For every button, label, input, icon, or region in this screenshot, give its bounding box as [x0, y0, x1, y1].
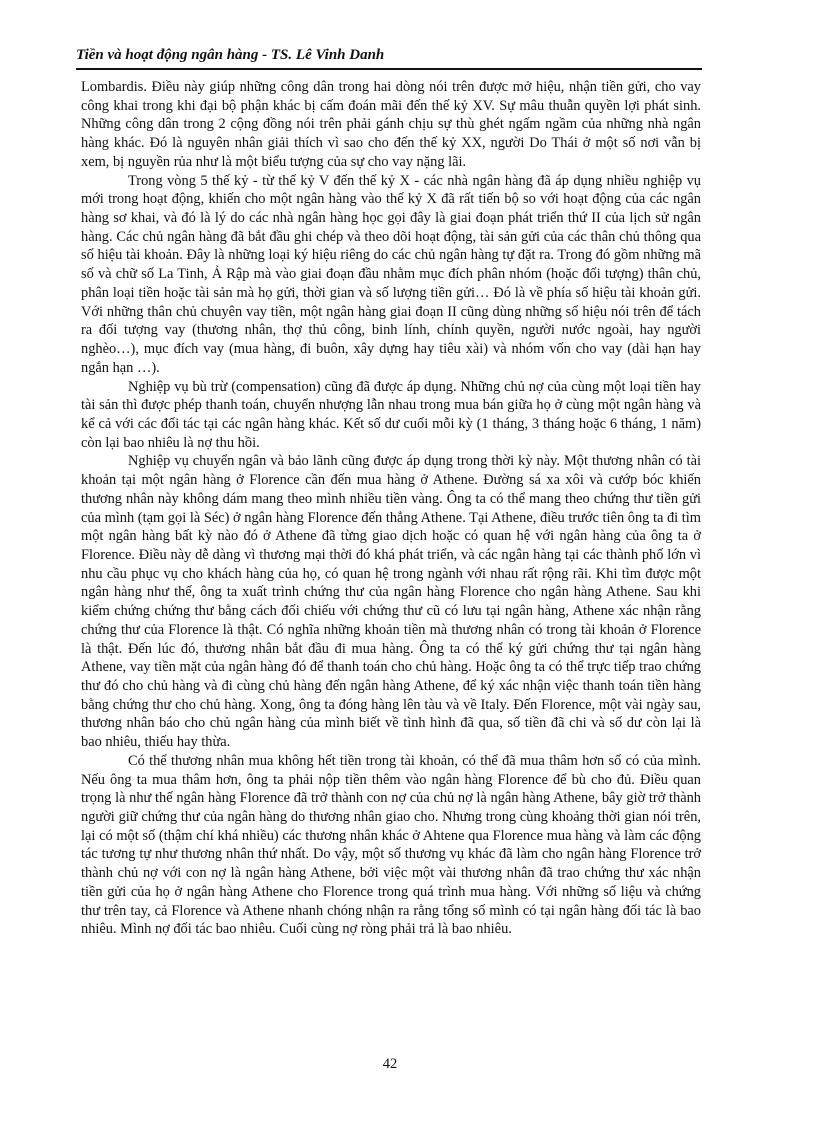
header-divider [76, 68, 702, 70]
page-number: 42 [382, 1056, 398, 1072]
body-text [81, 78, 701, 939]
running-header: Tiền và hoạt động ngân hàng - TS. Lê Vinh Danh [76, 47, 385, 63]
paragraph-2: Trong vòng 5 thế kỷ - từ thế kỷ V đến thế kỷ X - các nhà ngân hàng đã áp dụng nhiều nghiệp vụ mới trong hoạt động, khiến cho một ngân hàng vào thế kỷ X đã rất tiến bộ so với hoạt động của các ngân hàng sơ khai, và đó là lý do các nhà ngân hàng học gọi đây là giai đoạn phát triển thứ II của lịch sử ngân hàng. Các chủ ngân hàng đã bắt đầu ghi chép và theo dõi hoạt động, tài sản gửi của các thân chủ thông qua số hiệu tài khoản. Đây là những loại ký hiệu riêng do các chủ ngân hàng tự đặt ra. Trong đó gồm những mã số và chữ số La Tinh, Ả Rập mà vào giai đoạn đầu nhằm mục đích phân nhóm (hoặc đối tượng) thân chủ, phân loại tiền hoặc tài sản mà họ gửi, thời gian và số lượng tiền gửi… Đó là về phía số hiệu tài khoản gửi. Với những thân chủ chuyên vay tiền, một ngân hàng giai đoạn II cũng dùng những số hiệu nói trên để tách ra đối tượng vay (thương nhân, thợ thủ công, binh lính, chính quyền, người nước ngoài, hay người nghèo…), mục đích vay (mua hàng, đi buôn, xây dựng hay tiêu xài) và nhóm vốn cho vay (dài hạn hay ngắn hạn …). [81, 172, 701, 376]
paragraph-3: Nghiệp vụ bù trừ (compensation) cũng đã được áp dụng. Những chủ nợ của cùng một loại tiền hay tài sản thì được phép thanh toán, chuyển nhượng lẫn nhau trong mua bán giữa họ ở cùng một ngân hàng và kể cả với các đối tác tại các ngân hàng khác. Kết số dư cuối mỗi kỳ (1 tháng, 3 tháng hoặc 6 tháng, 1 năm) còn lại bao nhiêu là nợ thu hồi. [81, 378, 701, 451]
paragraph-4: Nghiệp vụ chuyển ngân và bảo lãnh cũng được áp dụng trong thời kỳ này. Một thương nhân có tài khoản tại một ngân hàng ở Florence cần đến mua hàng ở Athene. Đường sá xa xôi và cướp bóc khiến thương nhân này không dám mang theo mình nhiều tiền vàng. Ông ta có thể mang theo chứng thư tiền gửi của mình (tạm gọi là Séc) ở ngân hàng Florence đến thẳng Athene. Tại Athene, điều trước tiên ông ta đi tìm một ngân hàng bất kỳ nào đó ở Athene đã từng giao dịch hoặc có quan hệ với ngân hàng của ông ta ở Florence. Điều này dễ dàng vì thương mại thời đó khá phát triển, và các ngân hàng tại các thành phố lớn vì nhu cầu phục vụ cho khách hàng của họ, có quan hệ trong ngành với nhau rất rộng rãi. Khi tìm được một ngân hàng như thế, ông ta xuất trình chứng thư của ngân hàng Florence cho ngân hàng Athene. Sau khi kiểm chứng chứng thư bằng cách đối chiếu với chứng thư cũ có lưu tại ngân hàng, Athene xác nhận rằng chứng thư của Florence là thật. Có nghĩa những khoản tiền mà thương nhân có trong tài khoản ở Florence là thật. Đến lúc đó, thương nhân bắt đầu đi mua hàng. Ông ta có thể ký gửi chứng thư tại ngân hàng Athene, vay tiền mặt của ngân hàng đó để thanh toán cho chủ hàng. Hoặc ông ta có thể trực tiếp trao chứng thư đó cho chủ hàng và đi cùng chủ hàng đến ngân hàng Athene, để ký xác nhận việc thanh toán tiền hàng bằng chứng thư cho chủ hàng. Xong, ông ta đóng hàng lên tàu và về Italy. Đến Florence, một vài ngày sau, thương nhân báo cho chủ ngân hàng của mình biết về tình hình đã qua, số tiền đã chi và số dư còn lại là bao nhiêu, thiếu hay thừa. [81, 453, 701, 751]
paragraph-1: Lombardis. Điều này giúp những công dân trong hai dòng nói trên được mở hiệu, nhận tiền gửi, cho vay công khai trong khi đại bộ phận khác bị cấm đoán mãi đến thế kỷ XV. Sự mâu thuẫn quyền lợi phát sinh. Những công dân trong 2 cộng đồng nói trên phải gánh chịu sự thù ghét ngấm ngầm của những nhà ngân hàng khác. Đó là nguyên nhân giải thích vì sao cho đến thế kỷ XX, người Do Thái ở một số nơi vẫn bị xem, bị nguyền rủa như là một biểu tượng của sự cho vay nặng lãi. [81, 79, 701, 170]
paragraph-5: Có thể thương nhân mua không hết tiền trong tài khoản, có thể đã mua thâm hơn số có của mình. Nếu ông ta mua thâm hơn, ông ta phải nộp tiền thêm vào ngân hàng Florence để bù cho đủ. Điều quan trọng là như thế ngân hàng Florence đã trở thành con nợ của chủ nợ là ngân hàng Athene, bây giờ trở thành người giữ chứng thư của ngân hàng do thương nhân giao cho. Nhưng trong cùng khoảng thời gian nói trên, lại có một số (thậm chí khá nhiều) các thương nhân khác ở Ahtene qua Florence mua hàng và làm các động tác tương tự như thương nhân thứ nhất. Do vậy, một số thương vụ khác đã làm cho ngân hàng Florence trở thành chủ nợ với con nợ là ngân hàng Athene, bởi việc một vài thương nhân đã trao chứng thư xác nhận tiền gửi của họ ở ngân hàng Athene cho Florence trong quá trình mua hàng. Với những số liệu và chứng thư trên tay, cả Florence và Athene nhanh chóng nhận ra rằng tổng số mình có tại ngân hàng đối tác là bao nhiêu. Mình nợ đối tác bao nhiêu. Cuối cùng nợ ròng phải trả là bao nhiêu. [81, 752, 701, 938]
